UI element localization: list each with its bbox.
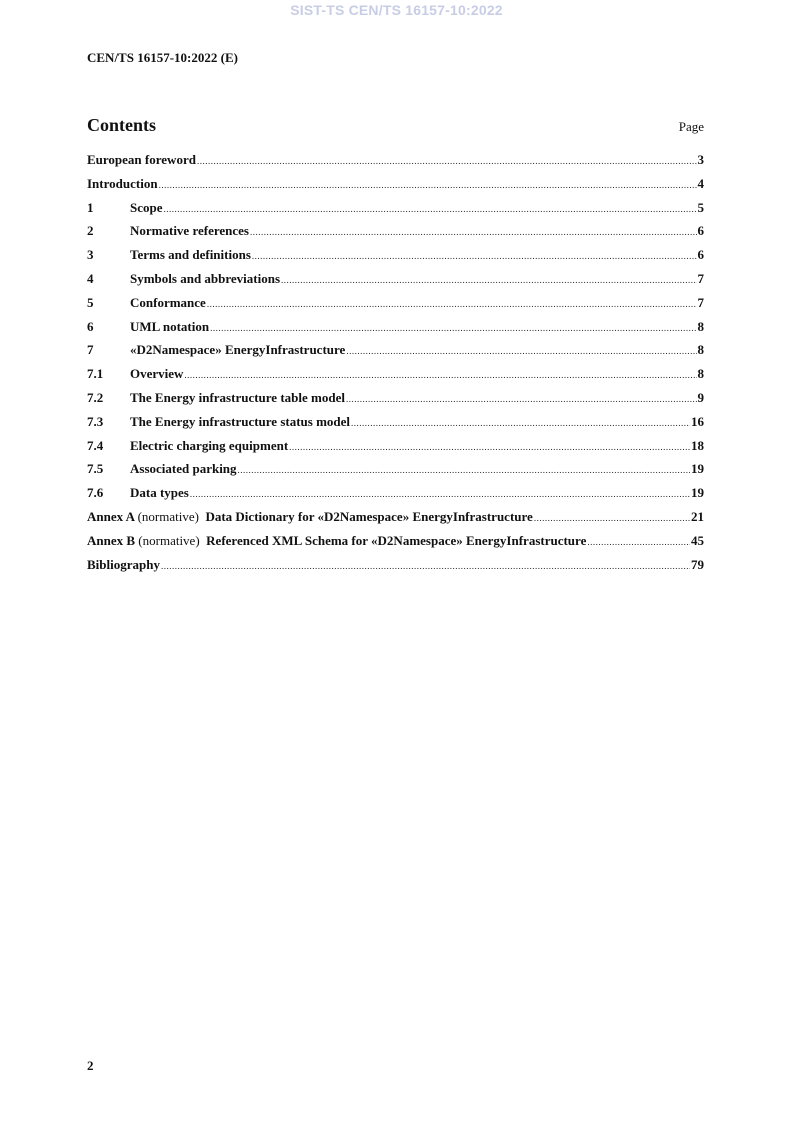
toc-entry-introduction[interactable]	[87, 174, 704, 198]
toc-entry-number: 1	[87, 199, 94, 215]
toc-dot-leader	[281, 271, 696, 290]
toc-entry-number: 5	[87, 294, 94, 310]
toc-dot-leader	[252, 247, 697, 266]
toc-entry-title: Normative references	[130, 223, 249, 239]
toc-entry-page: 45	[691, 532, 704, 548]
toc-entry-page: 19	[691, 461, 704, 477]
toc-entry-title: «D2Namespace» EnergyInfrastructure	[130, 342, 346, 358]
toc-entry-number: 7.1	[87, 366, 104, 382]
toc-annex-type: (normative)	[138, 532, 200, 548]
toc-entry-title: Data types	[130, 485, 189, 501]
toc-dot-leader	[346, 390, 697, 409]
toc-entry-bibliography[interactable]	[87, 555, 704, 579]
toc-entry-page: 19	[691, 485, 704, 501]
toc-dot-leader	[210, 319, 696, 338]
page-column-label: Page	[678, 119, 704, 134]
toc-entry-page: 6	[697, 223, 704, 239]
toc-entry-page: 21	[691, 508, 704, 524]
toc-entry-title: Terms and definitions	[130, 247, 251, 263]
toc-entry-title: Scope	[130, 199, 163, 215]
toc-entry-number: 7.5	[87, 461, 104, 477]
toc-dot-leader	[250, 223, 697, 242]
toc-entry-page: 16	[691, 413, 704, 429]
toc-annex-label: Annex B	[87, 532, 136, 548]
page-number: 2	[87, 1058, 94, 1073]
toc-dot-leader	[238, 461, 690, 480]
toc-entry-page: 6	[697, 247, 704, 263]
toc-entry-number: 7	[87, 342, 94, 358]
toc-entry-overview[interactable]	[87, 364, 704, 388]
toc-entry-title: Introduction	[87, 175, 158, 191]
toc-entry-annex-b[interactable]	[87, 531, 704, 555]
toc-entry-energy-infrastructure[interactable]	[87, 340, 704, 364]
toc-entry-page: 8	[697, 318, 704, 334]
toc-entry-title: European foreword	[87, 152, 196, 167]
toc-annex-type: (normative)	[137, 508, 199, 524]
toc-entry-title: Overview	[130, 366, 184, 382]
toc-entry-page: 79	[691, 556, 704, 572]
toc-entry-page: 7	[697, 270, 704, 286]
toc-entry-data-types[interactable]	[87, 483, 704, 507]
toc-annex-label: Annex A	[87, 508, 135, 524]
toc-entry-terms-and-definitions[interactable]	[87, 245, 704, 269]
toc-entry-title: The Energy infrastructure table model	[130, 389, 345, 405]
toc-entry-title: Electric charging equipment	[130, 437, 289, 453]
toc-entry-number: 7.4	[87, 437, 104, 453]
contents-title: Contents	[87, 115, 157, 135]
toc-dot-leader	[164, 200, 697, 219]
toc-entry-number: 3	[87, 247, 94, 263]
toc-entry-table-model[interactable]	[87, 388, 704, 412]
contents-header	[87, 115, 704, 137]
toc-entry-status-model[interactable]	[87, 412, 704, 436]
toc-dot-leader	[161, 557, 690, 576]
toc-dot-leader	[346, 342, 696, 361]
toc-entry-number: 4	[87, 270, 94, 286]
toc-dot-leader	[159, 176, 697, 195]
toc-entry-title: Bibliography	[87, 556, 160, 572]
toc-entry-number: 7.6	[87, 485, 104, 501]
toc-entry-number: 7.2	[87, 389, 104, 405]
toc-dot-leader	[534, 509, 690, 528]
toc-entry-european-foreword[interactable]	[87, 150, 704, 174]
toc-entry-title: UML notation	[130, 318, 210, 334]
document-id: CEN/TS 16157-10:2022 (E)	[87, 50, 238, 65]
toc-entry-page: 5	[697, 199, 704, 215]
toc-entry-title: The Energy infrastructure status model	[130, 413, 351, 429]
toc-dot-leader	[351, 414, 690, 433]
toc-dot-leader	[207, 295, 697, 314]
watermark: SIST-TS CEN/TS 16157-10:2022	[290, 2, 503, 18]
toc-entry-page: 4	[697, 175, 704, 191]
toc-annex-title	[87, 531, 586, 550]
toc-entry-page: 8	[697, 366, 704, 382]
toc-entry-scope[interactable]	[87, 198, 704, 222]
toc-entry-associated-parking[interactable]	[87, 459, 704, 483]
toc-entry-title: Conformance	[130, 294, 206, 310]
toc-entry-page: 9	[697, 389, 704, 405]
toc-dot-leader	[184, 366, 696, 385]
toc-entry-annex-a[interactable]	[87, 507, 704, 531]
toc-dot-leader	[190, 485, 690, 504]
toc-entry-page: 8	[697, 342, 704, 358]
toc-entry-number: 6	[87, 318, 94, 334]
toc-entry-normative-references[interactable]	[87, 221, 704, 245]
toc-entry-page: 7	[697, 294, 704, 310]
toc-entry-page: 3	[697, 152, 704, 167]
toc-dot-leader	[289, 438, 690, 457]
toc-entry-conformance[interactable]	[87, 293, 704, 317]
toc-entry-uml-notation[interactable]	[87, 317, 704, 341]
toc-entry-title: Referenced XML Schema for «D2Namespace» EnergyInfrastructure	[206, 532, 587, 548]
toc-entry-number: 7.3	[87, 413, 104, 429]
toc-annex-title	[87, 507, 533, 526]
toc-entry-title: Associated parking	[130, 461, 237, 477]
toc-dot-leader	[197, 152, 697, 171]
toc-entry-number: 2	[87, 223, 94, 239]
toc-entry-page: 18	[691, 437, 704, 453]
table-of-contents	[87, 150, 704, 578]
toc-entry-title: Symbols and abbreviations	[130, 270, 281, 286]
toc-entry-symbols-and-abbreviations[interactable]	[87, 269, 704, 293]
toc-entry-title: Data Dictionary for «D2Namespace» EnergyInfrastructure	[205, 508, 533, 524]
toc-dot-leader	[587, 533, 690, 552]
toc-entry-electric-charging[interactable]	[87, 436, 704, 460]
